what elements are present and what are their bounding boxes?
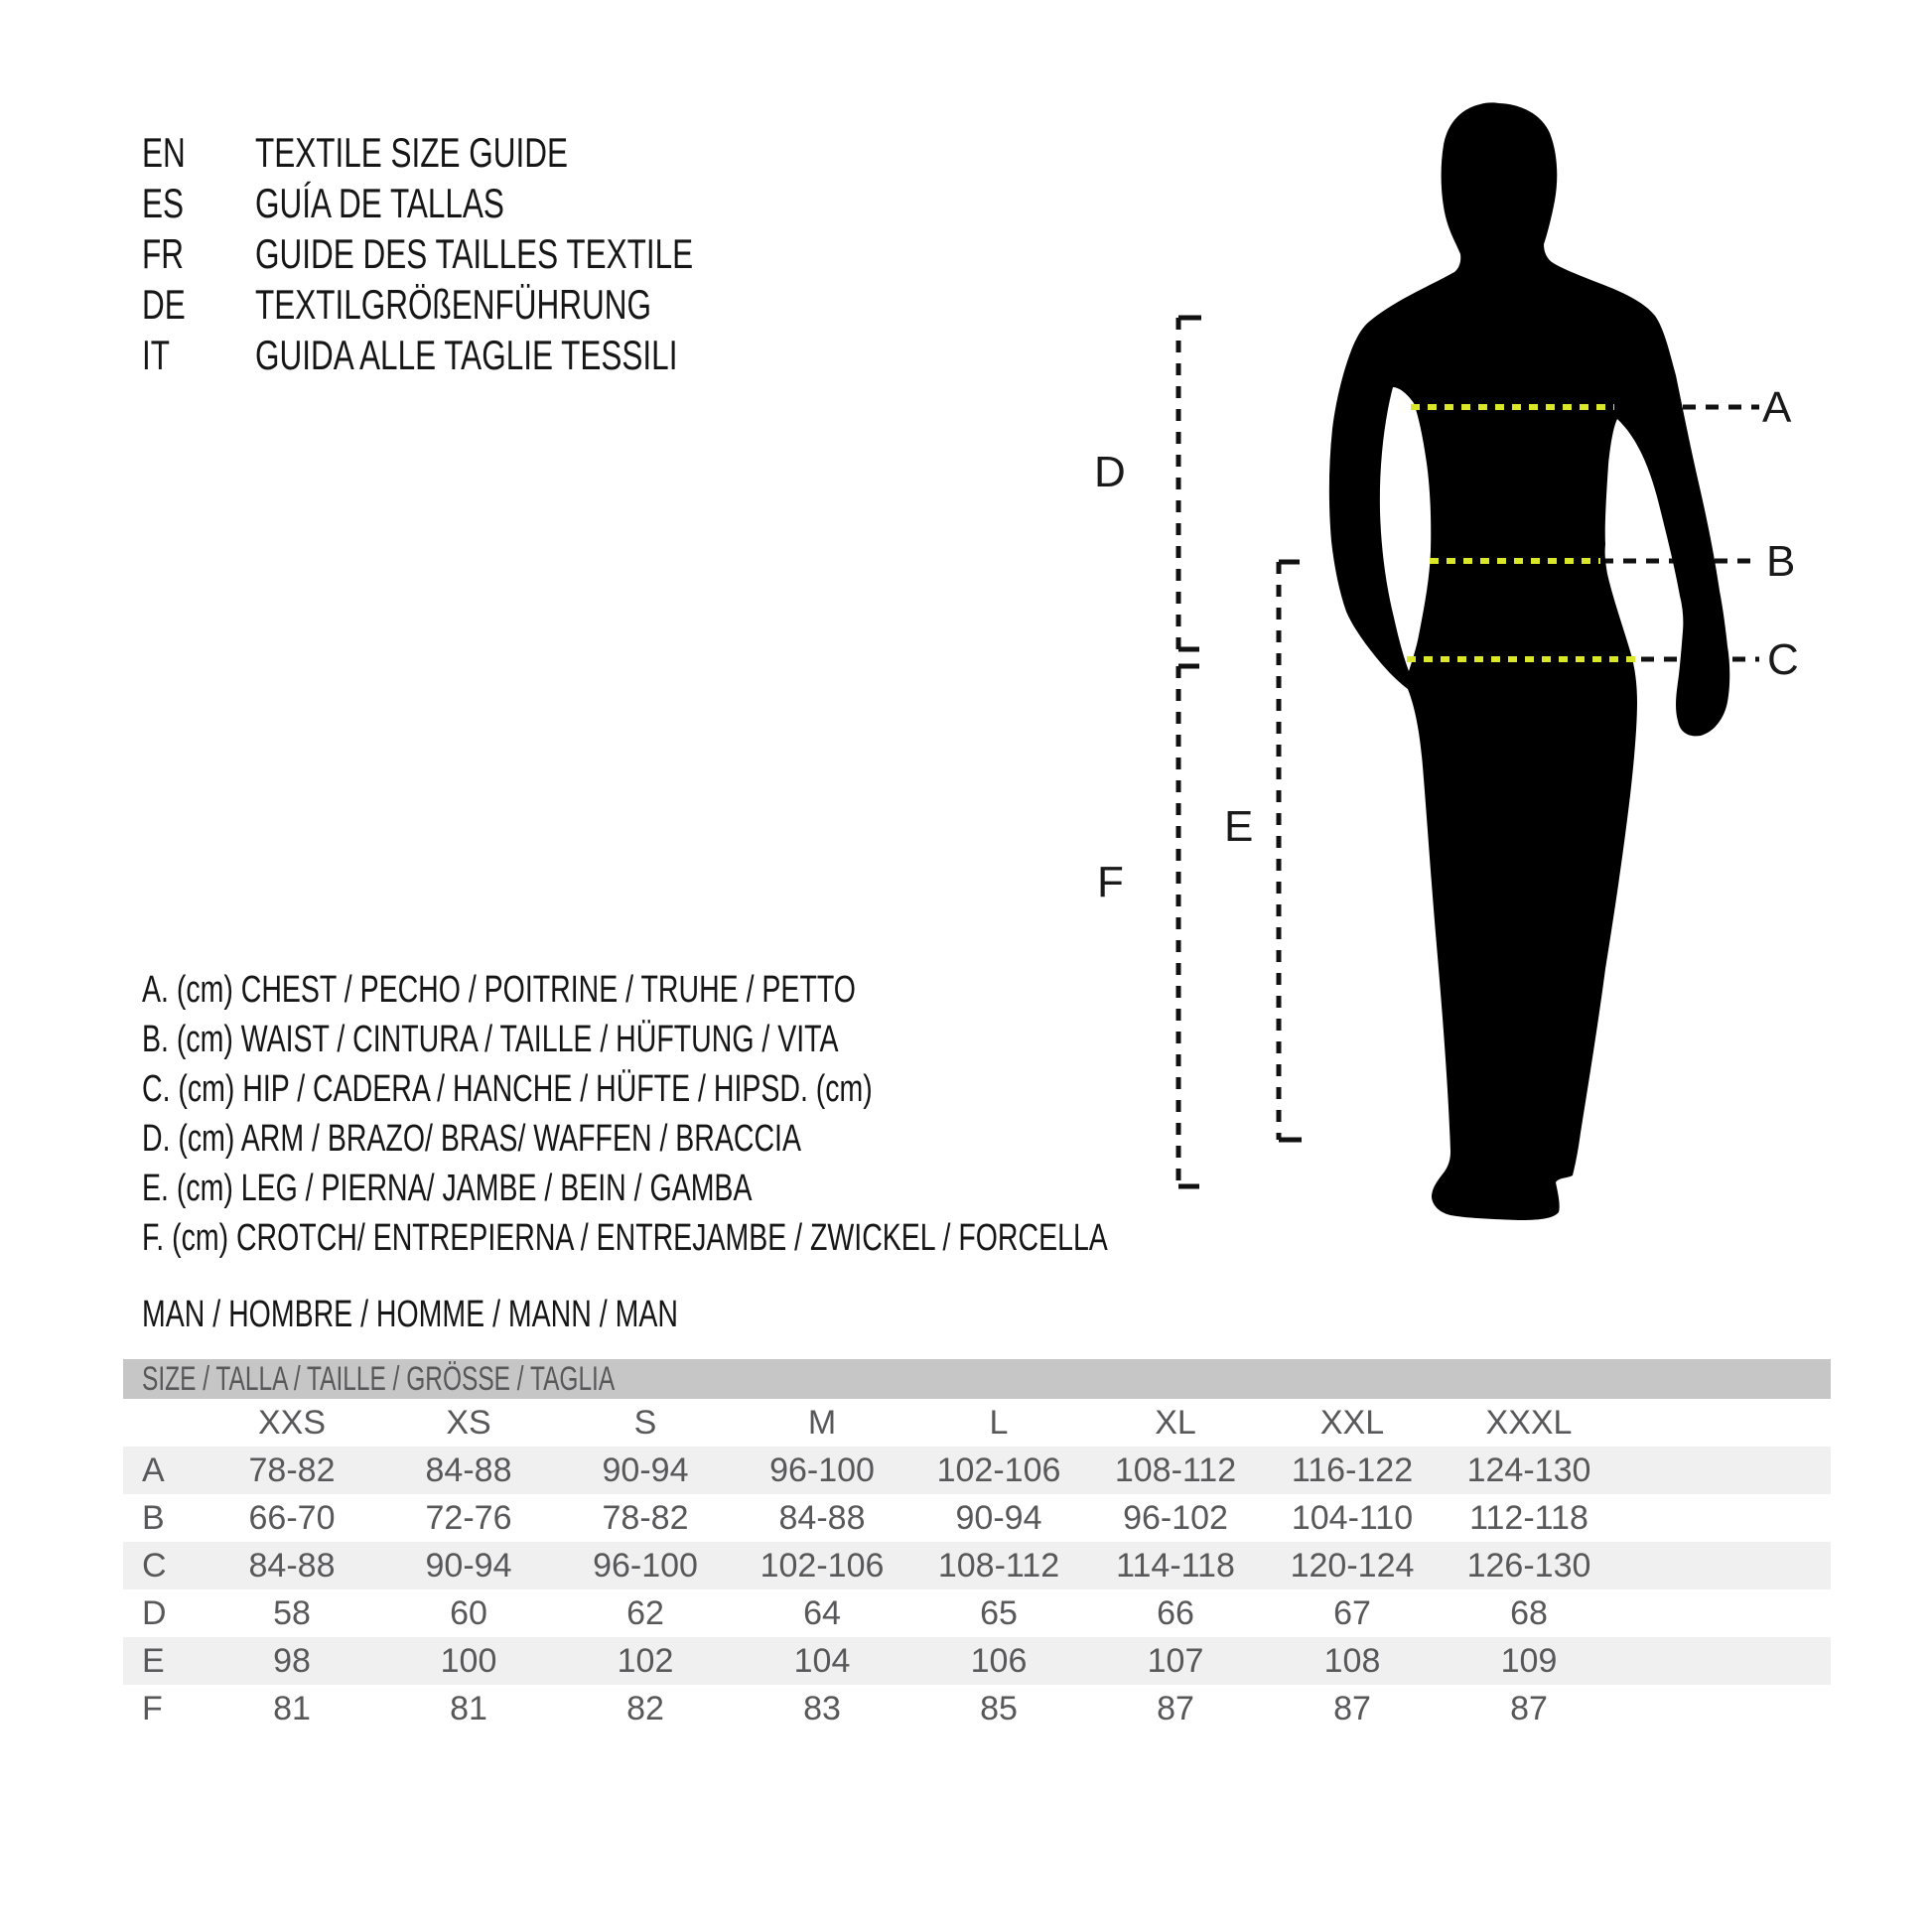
size-header-filler-cell: [1617, 1399, 1831, 1447]
measure-label-f: F: [1097, 858, 1124, 906]
size-value-cell: 108-112: [1114, 1450, 1237, 1489]
row-label: A: [142, 1450, 165, 1489]
title-text-es: GUÍA DE TALLAS: [255, 180, 504, 226]
size-value-cell: 72-76: [425, 1498, 512, 1537]
size-value-cell: 90-94: [602, 1450, 689, 1489]
size-value-cell: 96-100: [593, 1546, 698, 1585]
size-value-cell: 87: [1510, 1689, 1548, 1727]
size-value-cell: 87: [1157, 1689, 1194, 1727]
category-line: [142, 1290, 857, 1339]
row-label: B: [142, 1498, 165, 1537]
table-row: [123, 1447, 1831, 1494]
title-text-de: TEXTILGRÖßENFÜHRUNG: [255, 281, 652, 328]
size-value-cell: 90-94: [955, 1498, 1042, 1537]
size-value-cell: 109: [1500, 1641, 1558, 1680]
row-filler-cell: [1617, 1494, 1831, 1542]
size-value-cell: 84-88: [778, 1498, 866, 1537]
legend-item-arm: [142, 1114, 1430, 1164]
size-value-cell: 98: [273, 1641, 311, 1680]
row-label: E: [142, 1641, 165, 1680]
size-value-cell: 112-118: [1469, 1498, 1588, 1537]
size-value-cell: 104-110: [1291, 1498, 1414, 1537]
size-column-header: L: [989, 1403, 1009, 1442]
size-value-cell: 114-118: [1116, 1546, 1235, 1585]
measure-label-c: C: [1767, 635, 1799, 684]
size-column-header: XXL: [1319, 1403, 1385, 1442]
size-value-cell: 116-122: [1291, 1450, 1414, 1489]
legend-item-leg: [142, 1164, 1430, 1213]
measure-label-b: B: [1766, 537, 1796, 586]
size-value-cell: 96-102: [1123, 1498, 1228, 1537]
size-value-cell: 62: [626, 1593, 664, 1632]
table-row: [123, 1589, 1831, 1637]
size-value-cell: 60: [450, 1593, 487, 1632]
row-label: F: [142, 1689, 163, 1727]
size-value-cell: 102-106: [759, 1546, 885, 1585]
size-value-cell: 108-112: [937, 1546, 1060, 1585]
size-value-cell: 83: [803, 1689, 841, 1727]
size-value-cell: 82: [626, 1689, 664, 1727]
legend-text-leg: E. (cm) LEG / PIERNA/ JAMBE / BEIN / GAMBA: [142, 1168, 753, 1209]
size-value-cell: 64: [803, 1593, 841, 1632]
size-value-cell: 106: [970, 1641, 1028, 1680]
size-column-header: XS: [446, 1403, 491, 1442]
size-value-cell: 104: [793, 1641, 851, 1680]
size-value-cell: 107: [1147, 1641, 1204, 1680]
size-value-cell: 102: [617, 1641, 674, 1680]
legend-item-crotch: [142, 1213, 1430, 1263]
legend-text-arm: D. (cm) ARM / BRAZO/ BRAS/ WAFFEN / BRACCIA: [142, 1118, 801, 1160]
row-filler-cell: [1617, 1447, 1831, 1494]
size-table-section: [123, 1359, 1831, 1732]
legend-text-crotch: F. (cm) CROTCH/ ENTREPIERNA / ENTREJAMBE / ZWICKEL / FORCELLA: [142, 1217, 1108, 1259]
language-code-de: DE: [142, 281, 186, 328]
legend-item-waist: [142, 1015, 1430, 1064]
table-row: [123, 1494, 1831, 1542]
size-header-row: [123, 1399, 1831, 1447]
title-text-it: GUIDA ALLE TAGLIE TESSILI: [255, 332, 678, 378]
size-column-header: XXS: [257, 1403, 327, 1442]
measure-label-d: D: [1094, 448, 1126, 496]
size-value-cell: 84-88: [248, 1546, 336, 1585]
row-filler-cell: [1617, 1637, 1831, 1685]
size-value-cell: 65: [980, 1593, 1018, 1632]
legend-text-waist: B. (cm) WAIST / CINTURA / TAILLE / HÜFTUNG / VITA: [142, 1019, 839, 1060]
legend-text-hip: C. (cm) HIP / CADERA / HANCHE / HÜFTE / HIPSD. (cm): [142, 1068, 873, 1110]
legend-item-chest: [142, 965, 1430, 1015]
size-table-header-bar: [123, 1359, 1831, 1399]
size-value-cell: 96-100: [769, 1450, 875, 1489]
size-column-header: XXXL: [1485, 1403, 1573, 1442]
table-row: [123, 1685, 1831, 1732]
size-header-empty-cell: [123, 1399, 204, 1447]
size-value-cell: 66: [1157, 1593, 1194, 1632]
legend-item-hip: [142, 1064, 1430, 1114]
measure-label-e: E: [1224, 802, 1254, 851]
title-text-fr: GUIDE DES TAILLES TEXTILE: [255, 230, 694, 277]
measure-label-a: A: [1762, 383, 1792, 432]
language-code-it: IT: [142, 332, 170, 378]
size-value-cell: 90-94: [425, 1546, 512, 1585]
size-value-cell: 124-130: [1466, 1450, 1591, 1489]
size-table: [123, 1399, 1831, 1732]
legend-text-chest: A. (cm) CHEST / PECHO / POITRINE / TRUHE / PETTO: [142, 969, 856, 1011]
measurement-legend: [142, 965, 1430, 1263]
size-column-header: M: [807, 1403, 837, 1442]
title-text-en: TEXTILE SIZE GUIDE: [255, 129, 569, 176]
row-filler-cell: [1617, 1589, 1831, 1637]
size-value-cell: 87: [1333, 1689, 1371, 1727]
size-value-cell: 66-70: [248, 1498, 336, 1537]
size-value-cell: 120-124: [1290, 1546, 1415, 1585]
size-value-cell: 84-88: [425, 1450, 512, 1489]
size-value-cell: 100: [440, 1641, 497, 1680]
size-value-cell: 108: [1323, 1641, 1381, 1680]
size-value-cell: 81: [273, 1689, 311, 1727]
size-value-cell: 126-130: [1466, 1546, 1591, 1585]
size-value-cell: 85: [980, 1689, 1018, 1727]
row-filler-cell: [1617, 1685, 1831, 1732]
row-label: C: [142, 1546, 167, 1585]
size-value-cell: 81: [450, 1689, 487, 1727]
size-column-header: S: [633, 1403, 657, 1442]
size-value-cell: 78-82: [248, 1450, 336, 1489]
size-value-cell: 102-106: [936, 1450, 1061, 1489]
table-row: [123, 1542, 1831, 1589]
size-column-header: XL: [1155, 1403, 1196, 1442]
size-value-cell: 78-82: [602, 1498, 689, 1537]
language-code-fr: FR: [142, 230, 184, 277]
row-filler-cell: [1617, 1542, 1831, 1589]
size-value-cell: 67: [1333, 1593, 1371, 1632]
language-code-en: EN: [142, 129, 186, 176]
size-value-cell: 68: [1510, 1593, 1548, 1632]
table-row: [123, 1637, 1831, 1685]
size-table-header-text: SIZE / TALLA / TAILLE / GRÖSSE / TAGLIA: [142, 1359, 616, 1398]
category-line-text: MAN / HOMBRE / HOMME / MANN / MAN: [142, 1294, 678, 1335]
language-code-es: ES: [142, 180, 185, 226]
size-value-cell: 58: [273, 1593, 311, 1632]
row-label: D: [142, 1593, 167, 1632]
